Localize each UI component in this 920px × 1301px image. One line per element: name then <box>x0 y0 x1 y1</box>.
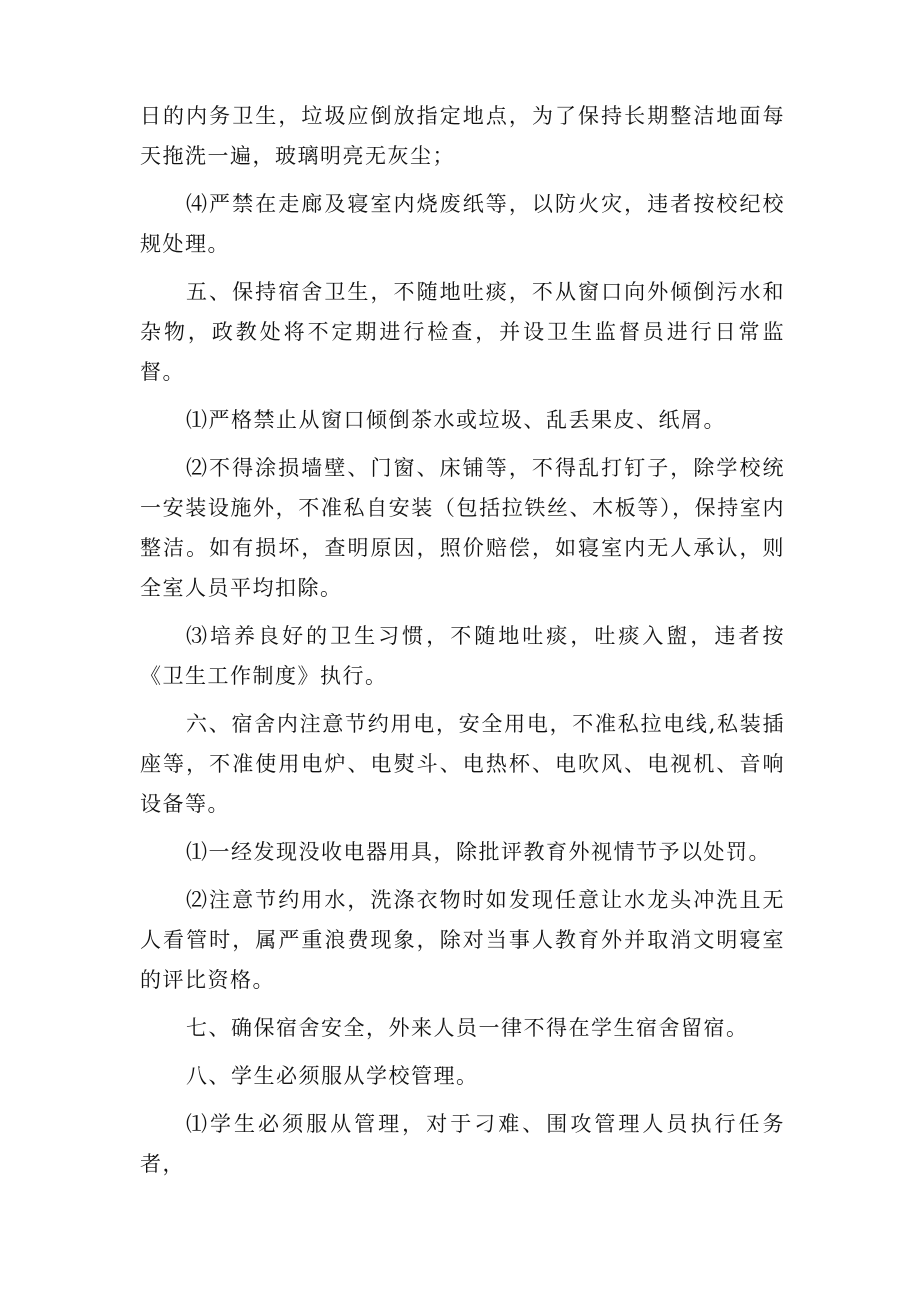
paragraph-section-8-management: 八、学生必须服从学校管理。 <box>186 1064 479 1088</box>
paragraph-rule-1-obey: ⑴学生必须服从管理，对于刁难、围攻管理人员执行任务者， <box>140 1112 785 1176</box>
paragraph-section-6-electricity: 六、宿舍内注意节约用电，安全用电，不准私拉电线,私装插座等，不准使用电炉、电熨斗、电热杯、电吹风、电视机、音响设备等。 <box>140 712 785 816</box>
paragraph-hygiene-continued: 日的内务卫生，垃圾应倒放指定地点，为了保持长期整洁地面每天拖洗一遍，玻璃明亮无灰尘； <box>140 104 785 168</box>
paragraph-section-7-safety: 七、确保宿舍安全，外来人员一律不得在学生宿舍留宿。 <box>186 1016 749 1040</box>
paragraph-rule-1-confiscation: ⑴一经发现没收电器用具，除批评教育外视情节予以处罚。 <box>186 840 771 864</box>
paragraph-section-5-dorm-hygiene: 五、保持宿舍卫生，不随地吐痰，不从窗口向外倾倒污水和杂物，政教处将不定期进行检查，并设卫生监督员进行日常监督。 <box>140 280 785 384</box>
paragraph-rule-2-no-damage: ⑵不得涂损墙壁、门窗、床铺等，不得乱打钉子，除学校统一安装设施外，不准私自安装（包括拉铁丝、木板等），保持室内整洁。如有损坏，查明原因，照价赔偿，如寝室内无人承认，则全室人员平均扣除。 <box>140 456 785 600</box>
paragraph-rule-4-no-burning: ⑷严禁在走廊及寝室内烧废纸等，以防火灾，违者按校纪校规处理。 <box>140 192 785 256</box>
paragraph-rule-1-no-dumping: ⑴严格禁止从窗口倾倒茶水或垃圾、乱丢果皮、纸屑。 <box>186 408 726 432</box>
document-body <box>140 96 785 1192</box>
paragraph-rule-3-habits: ⑶培养良好的卫生习惯，不随地吐痰，吐痰入盥，违者按《卫生工作制度》执行。 <box>140 624 785 688</box>
paragraph-rule-2-water: ⑵注意节约用水，洗涤衣物时如发现任意让水龙头冲洗且无人看管时，属严重浪费现象，除对当事人教育外并取消文明寝室的评比资格。 <box>140 888 785 992</box>
